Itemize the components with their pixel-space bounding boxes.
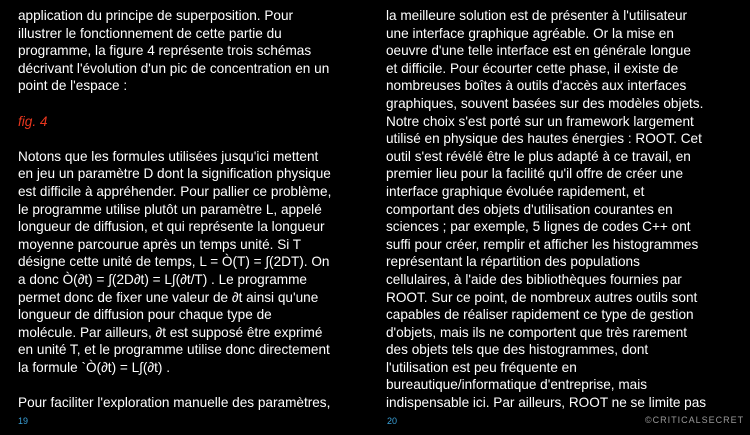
text-line: interface graphique évoluée rapidement, et: [386, 183, 645, 199]
text-line: bureautique/informatique d'entreprise, mais: [386, 377, 648, 393]
text-line: longueur de diffusion pour chaque type de: [18, 307, 272, 323]
text-line: cellulaires, à l'aide des bibliothèques fournies par: [386, 271, 682, 287]
text-line: suffi pour créer, remplir et afficher les histogrammes: [386, 236, 699, 252]
text-line: comportant des objets d'utilisation courantes en: [386, 201, 673, 217]
text-line: ROOT. Sur ce point, de nombreux autres outils sont: [386, 289, 698, 305]
text-line: application du principe de superposition. Pour: [18, 8, 294, 23]
paragraph-spacer: [18, 376, 370, 394]
page-number-right: 20: [387, 416, 398, 426]
text-line: Pour faciliter l'exploration manuelle des paramètres,: [18, 395, 331, 411]
text-line: permet donc de fixer une valeur de ∂t ainsi qu'une: [18, 289, 319, 305]
text-line: point de l'espace :: [18, 78, 128, 94]
text-line: est difficile à appréhender. Pour pallier ce problème,: [18, 183, 332, 199]
text-line: programme, la figure 4 représente trois schémas: [18, 43, 312, 59]
text-line: une interface graphique agréable. Or la mise en: [386, 25, 674, 41]
text-line: moyenne parcourue après un temps unité. Si T: [18, 236, 302, 252]
text-line: des objets tels que des histogrammes, dont: [386, 342, 649, 358]
text-line: l'utilisation est peu fréquente en: [386, 359, 577, 375]
paragraph-spacer: [18, 95, 370, 113]
page-number-left: 19: [18, 416, 29, 426]
text-line: la meilleure solution est de présenter à l'utilisateur: [386, 8, 688, 23]
text-line: d'objets, mais ils ne comportent que très rarement: [386, 324, 688, 340]
paragraph-root-framework: [386, 7, 738, 412]
text-line: utilisé en physique des hautes énergies : ROOT. Cet: [386, 131, 702, 147]
paragraph-superposition: [18, 7, 370, 95]
figure-reference-link[interactable]: fig. 4: [18, 113, 48, 129]
copyright-credit: ©CRITICALSECRET: [645, 415, 745, 425]
text-line: en unité T, et le programme utilise donc directement: [18, 342, 330, 358]
text-line: nombreuses boîtes à outils d'accès aux interfaces: [386, 78, 687, 94]
text-line: Notre choix s'est porté sur un framework largement: [386, 113, 694, 129]
text-line: sciences ; par exemple, 5 lignes de codes C++ ont: [386, 219, 691, 235]
paragraph-exploration: [18, 394, 370, 412]
text-line: outil s'est révélé être le plus adapté à ce travail, en: [386, 148, 691, 164]
left-page-column: [18, 7, 370, 412]
text-line: capables de réaliser rapidement ce type de gestion: [386, 307, 694, 323]
text-line: indispensable ici. Par ailleurs, ROOT ne se limite pas: [386, 395, 707, 411]
text-line: oeuvre d'une telle interface est en générale longue: [386, 43, 691, 59]
text-line: a donc Ò(∂t) = ∫(2D∂t) = L∫(∂t/T) . Le programme: [18, 271, 307, 287]
right-page-column: [386, 7, 738, 412]
paragraph-diffusion: [18, 148, 370, 377]
text-line: longueur de diffusion, et qui représente la longueur: [18, 219, 325, 235]
text-line: le programme utilise plutôt un paramètre L, appelé: [18, 201, 322, 217]
text-line: désigne cette unité de temps, L = Ò(T) = ∫(2DT). On: [18, 254, 330, 270]
text-line: illustrer le fonctionnement de cette partie du: [18, 25, 282, 41]
text-line: et difficile. Pour écourter cette phase, il existe de: [386, 60, 679, 76]
text-line: représentant la répartition des populations: [386, 254, 640, 270]
text-line: Notons que les formules utilisées jusqu'ici mettent: [18, 148, 319, 164]
text-line: en jeu un paramètre D dont la signification physique: [18, 166, 331, 182]
text-line: molécule. Par ailleurs, ∂t est supposé être exprimé: [18, 324, 323, 340]
text-line: la formule `Ò(∂t) = L∫(∂t) .: [18, 359, 170, 375]
text-line: graphiques, souvent basées sur des modèles objets.: [386, 95, 704, 111]
paragraph-spacer: [18, 130, 370, 148]
text-line: décrivant l'évolution d'un pic de concentration en un: [18, 60, 330, 76]
text-line: premier lieu pour la facilité qu'il offre de créer une: [386, 166, 684, 182]
